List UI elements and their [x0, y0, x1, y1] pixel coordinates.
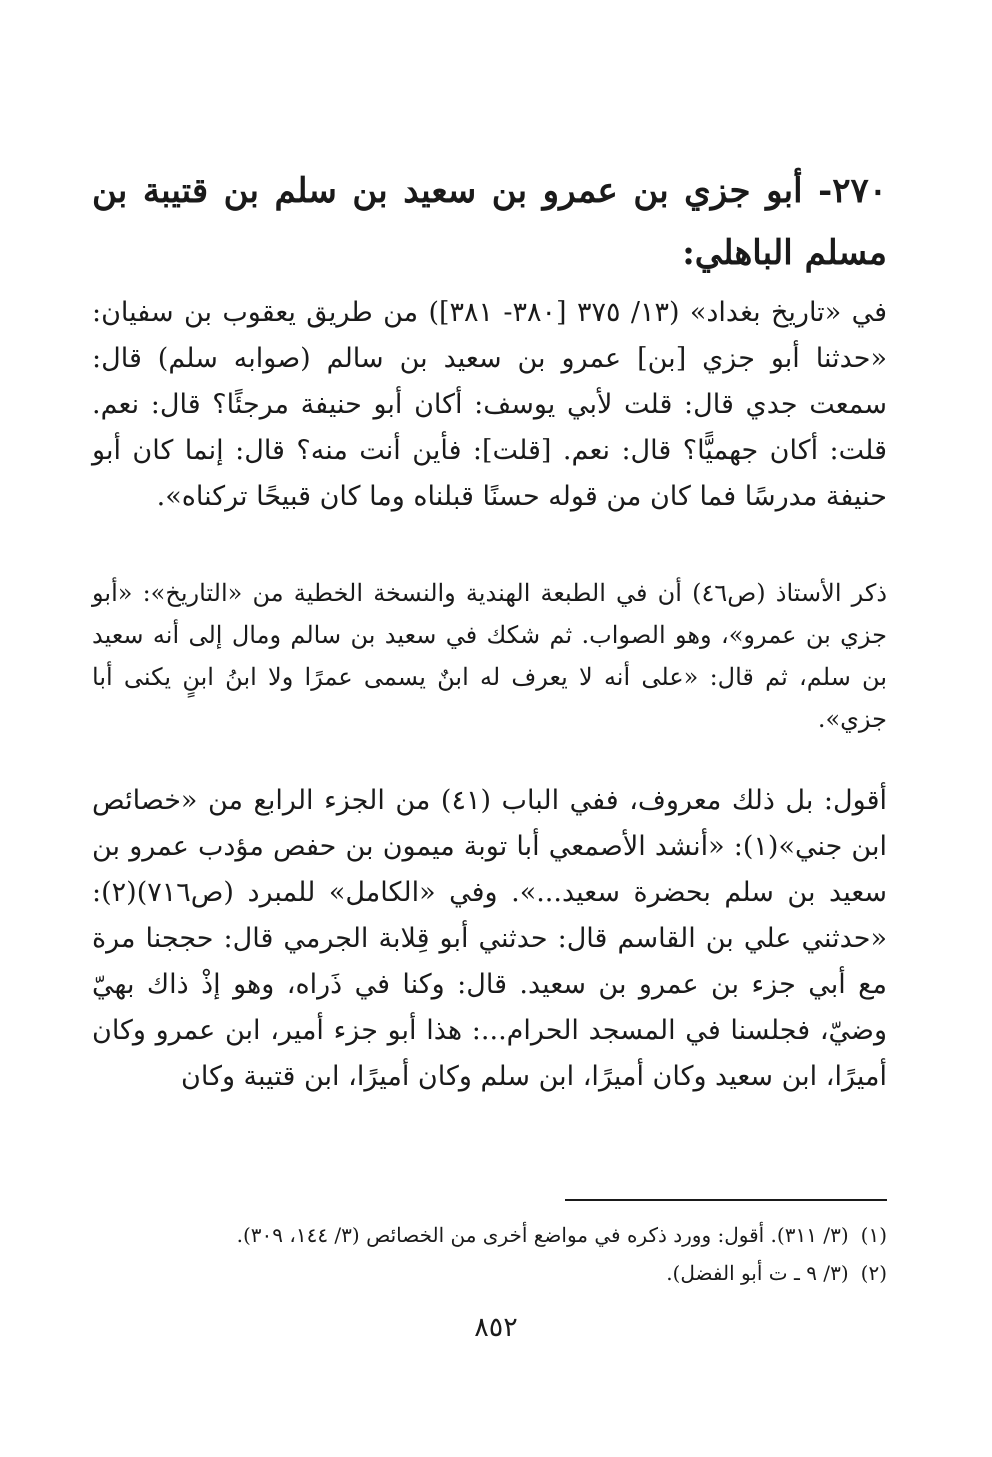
footnote-1 [92, 1216, 887, 1254]
footnote-marker: (١) [860, 1223, 887, 1247]
footnote-marker: (٢) [860, 1261, 887, 1285]
footnote-separator [565, 1199, 887, 1201]
paragraph-ustadh-note: ذكر الأستاذ (ص٤٦) أن في الطبعة الهندية والنسخة الخطية من «التاريخ»: «أبو جزي بن عمرو»، وهو الصواب. ثم شكك في سعيد بن سالم ومال إلى أنه سعيد بن سلم، ثم قال: «على أنه لا يعرف له ابنٌ يسمى عمرًا ولا ابنُ ابنٍ يكنى أبا جزي». [92, 579, 888, 733]
paragraph-tarikh-baghdad-quote: في «تاريخ بغداد» (١٣/ ٣٧٥ [٣٨٠- ٣٨١]) من طريق يعقوب بن سفيان: «حدثنا أبو جزي [بن] عمرو بن سعيد بن سالم (صوابه سلم) قال: سمعت جدي قال: قلت لأبي يوسف: أكان أبو حنيفة مرجئًا؟ قال: نعم. قلت: أكان جهميًّا؟ قال: نعم. [قلت]: فأين أنت منه؟ قال: إنما كان أبو حنيفة مدرسًا فما كان من قوله حسنًا قبلناه وما كان قبيحًا تركناه». [92, 297, 887, 512]
paragraph-author-response: أقول: بل ذلك معروف، ففي الباب (٤١) من الجزء الرابع من «خصائص ابن جني»(١): «أنشد الأصمعي أبا توبة ميمون بن حفص مؤدب عمرو بن سعيد بن سلم بحضرة سعيد...». وفي «الكامل» للمبرد (ص٧١٦)(٢): «حدثني علي بن القاسم قال: حدثني أبو قِلابة الجرمي قال: حججنا مرة مع أبي جزء بن عمرو بن سعيد. قال: وكنا في ذَراه، وهو إذْ ذاك بهيّ وضيّ، فجلسنا في المسجد الحرام...: هذا أبو جزء أمير، ابن عمرو وكان أميرًا، ابن سعيد وكان أميرًا، ابن سلم وكان أميرًا، ابن قتيبة وكان [92, 785, 887, 1092]
entry-heading: ٢٧٠- أبو جزي بن عمرو بن سعيد بن سلم بن قتيبة بن مسلم الباهلي: [92, 171, 887, 273]
footnote-2 [92, 1254, 887, 1292]
footnotes [92, 1216, 887, 1292]
page-number: ٨٥٢ [474, 1312, 518, 1343]
footnote-text: (٣/ ٣١١). أقول: وورد ذكره في مواضع أخرى من الخصائص (٣/ ١٤٤، ٣٠٩). [236, 1223, 849, 1247]
footnote-text: (٣/ ٩ ـ ت أبو الفضل). [666, 1261, 849, 1285]
